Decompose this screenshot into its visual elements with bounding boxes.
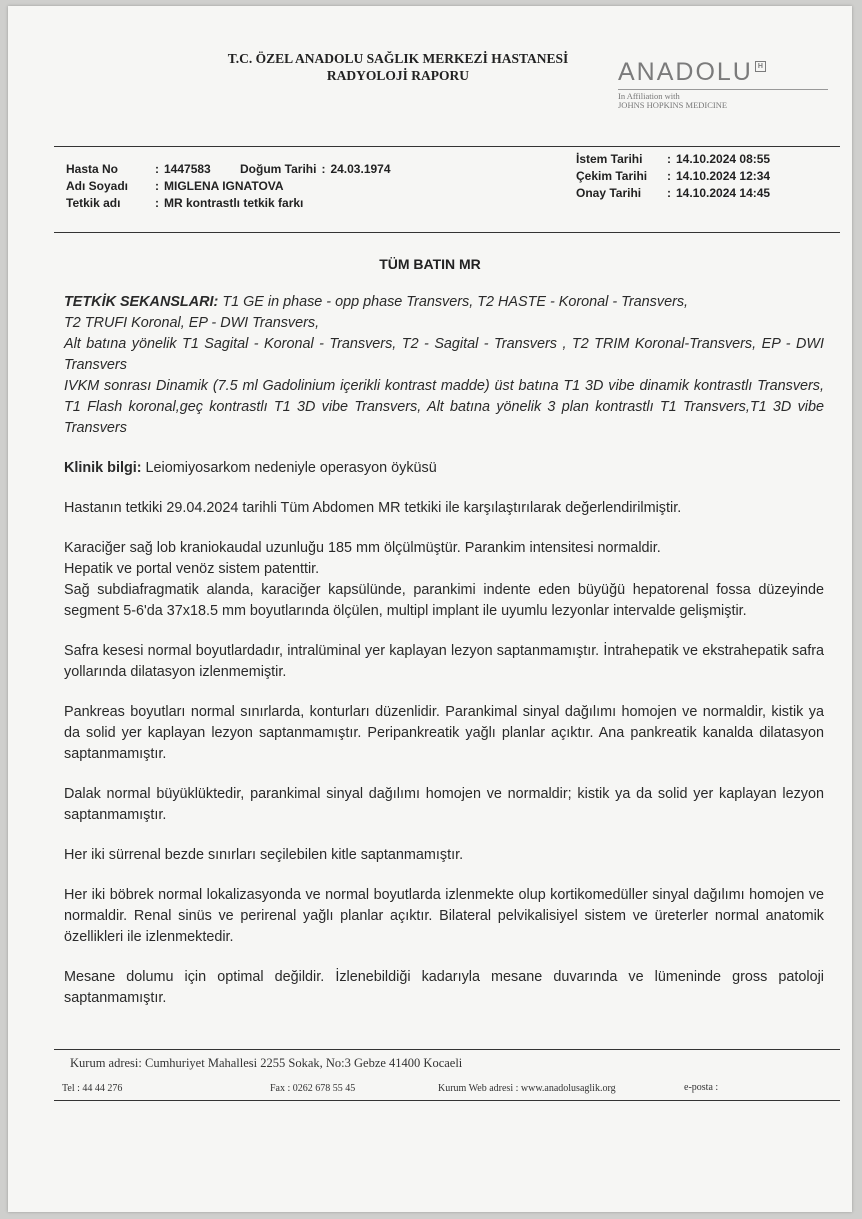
sequences-line-3: Alt batına yönelik T1 Sagital - Koronal - Transvers, T2 - Sagital - Transvers , T2 TRIM Koronal-Transvers, EP - DWI Transvers xyxy=(64,336,824,373)
header-rule-bottom xyxy=(54,232,840,233)
kidney-paragraph: Her iki böbrek normal lokalizasyonda ve normal boyutlarda izlenmekte olup kortikomedüller sinyal dağılımı homojen ve normaldir. Renal sinüs ve perirenal yağlı planlar açıktır. Bilateral pelvikalisiyel sistem ve üreterler normal anatomik özellikleri ile izlenmektedir. xyxy=(64,887,824,945)
gallbladder-paragraph: Safra kesesi normal boyutlardadır, intralüminal yer kaplayan lezyon saptanmamıştır. İntrahepatik ve ekstrahepatik safra yollarında dilatasyon izlenmemiştir. xyxy=(64,643,824,680)
liver-paragraph xyxy=(64,538,824,622)
footer-tel: Tel : 44 44 276 xyxy=(62,1083,123,1094)
logo-wordmark: ANADOLU xyxy=(618,58,753,86)
sequences-paragraph xyxy=(64,292,824,439)
clinical-info xyxy=(64,458,824,479)
header-rule-top xyxy=(54,146,840,147)
hasta-no-label: Hasta No xyxy=(66,162,119,176)
spleen-paragraph: Dalak normal büyüklüktedir, parankimal sinyal dağılımı homojen ve normaldir; kistik ya da solid yer kaplayan lezyon saptanmamıştır. xyxy=(64,786,824,823)
logo-affiliation-line-1: In Affiliation with xyxy=(618,91,680,101)
footer-rule-bottom xyxy=(54,1100,840,1101)
cekim-tarihi-label: Çekim Tarihi xyxy=(576,169,648,183)
hospital-name: T.C. ÖZEL ANADOLU SAĞLIK MERKEZİ HASTANESİ xyxy=(227,51,569,66)
pancreas-paragraph: Pankreas boyutları normal sınırlarda, konturları düzenlidir. Parankimal sinyal dağılımı homojen ve normaldir, kistik ya da solid yer kaplayan lezyon saptanmamıştır. Peripankreatik yağlı planlar açıktır. Ana pankreatik kanalda dilatasyon saptanmamıştır. xyxy=(64,704,824,762)
logo-badge-icon: H xyxy=(755,61,766,72)
sequences-line-4: IVKM sonrası Dinamik (7.5 ml Gadolinium içerikli kontrast madde) üst batına T1 3D vibe dinamik kontrastlı Transvers, T1 Flash koronal,geç kontrastlı T1 3D vibe Transvers, Alt batına yönelik 3 plan kontrastlı T1 Transvers,T1 3D vibe Transvers xyxy=(64,378,824,436)
liver-line-2: Hepatik ve portal venöz sistem patenttir. xyxy=(64,561,320,577)
adrenal-paragraph: Her iki sürrenal bezde sınırları seçilebilen kitle saptanmamıştır. xyxy=(64,847,464,863)
report-body xyxy=(64,292,824,1028)
tetkik-adi-value: MR kontrastlı tetkik farkı xyxy=(164,196,304,210)
clinical-info-value: Leiomiyosarkom nedeniyle operasyon öyküsü xyxy=(145,460,437,476)
cekim-tarihi-value: 14.10.2024 12:34 xyxy=(676,169,771,183)
adi-soyadi-value: MIGLENA IGNATOVA xyxy=(164,179,284,193)
footer-address: Kurum adresi: Cumhuriyet Mahallesi 2255 Sokak, No:3 Gebze 41400 Kocaeli xyxy=(70,1056,463,1070)
footer-rule-top xyxy=(54,1049,840,1050)
sequences-line-2: T2 TRUFI Koronal, EP - DWI Transvers, xyxy=(64,315,320,331)
onay-tarihi-label: Onay Tarihi xyxy=(576,186,642,200)
adi-soyadi-label: Adı Soyadı xyxy=(66,179,129,193)
istem-tarihi-value: 14.10.2024 08:55 xyxy=(676,152,771,166)
hasta-no-value: 1447583 xyxy=(164,162,211,176)
footer-web: Kurum Web adresi : www.anadolusaglik.org xyxy=(438,1083,616,1094)
logo-affiliation-line-2: JOHNS HOPKINS MEDICINE xyxy=(618,100,728,110)
dogum-tarihi-value: 24.03.1974 xyxy=(330,162,391,176)
footer-email: e-posta : xyxy=(684,1082,719,1093)
onay-tarihi-value: 14.10.2024 14:45 xyxy=(676,186,771,200)
bladder-paragraph: Mesane dolumu için optimal değildir. İzlenebildiği kadarıyla mesane duvarında ve lümeninde gross patoloji saptanmamıştır. xyxy=(64,969,824,1006)
logo-divider xyxy=(618,89,828,90)
patient-info: Hasta No : 1447583 Doğum Tarihi : 24.03.1974 Adı Soyadı : MIGLENA IGNATOVA Tetkik adı : MR kontrastlı tetkik farkı xyxy=(66,162,391,210)
dogum-tarihi-label: Doğum Tarihi xyxy=(240,162,317,176)
comparison-paragraph: Hastanın tetkiki 29.04.2024 tarihli Tüm Abdomen MR tetkiki ile karşılaştırılarak değerlendirilmiştir. xyxy=(64,500,682,516)
report-title: TÜM BATIN MR xyxy=(379,256,481,272)
hospital-header xyxy=(158,50,638,84)
istem-tarihi-label: İstem Tarihi xyxy=(576,152,643,166)
liver-line-1: Karaciğer sağ lob kraniokaudal uzunluğu 185 mm ölçülmüştür. Parankim intensitesi normaldir. xyxy=(64,540,661,556)
clinical-info-label: Klinik bilgi: xyxy=(64,460,142,476)
sequences-label: TETKİK SEKANSLARI: xyxy=(64,294,219,310)
liver-line-3: Sağ subdiafragmatik alanda, karaciğer kapsülünde, parankimi indente eden büyüğü hepatorenal fossa düzeyinde segment 5-6'da 37x18.5 mm boyutlarında ölçülen, multipl implant ile uyumlu lezyonlar intervalde gelişmiştir. xyxy=(64,582,824,619)
footer-fax: Fax : 0262 678 55 45 xyxy=(270,1083,356,1094)
date-info: İstem Tarihi : 14.10.2024 08:55 Çekim Tarihi : 14.10.2024 12:34 Onay Tarihi : 14.10.2024 14:45 xyxy=(576,152,771,200)
hospital-logo xyxy=(618,58,834,110)
tetkik-adi-label: Tetkik adı xyxy=(66,196,121,210)
sequences-line-1: T1 GE in phase - opp phase Transvers, T2 HASTE - Koronal - Transvers, xyxy=(222,294,689,310)
report-page xyxy=(8,6,852,1212)
department-name: RADYOLOJİ RAPORU xyxy=(326,68,470,83)
